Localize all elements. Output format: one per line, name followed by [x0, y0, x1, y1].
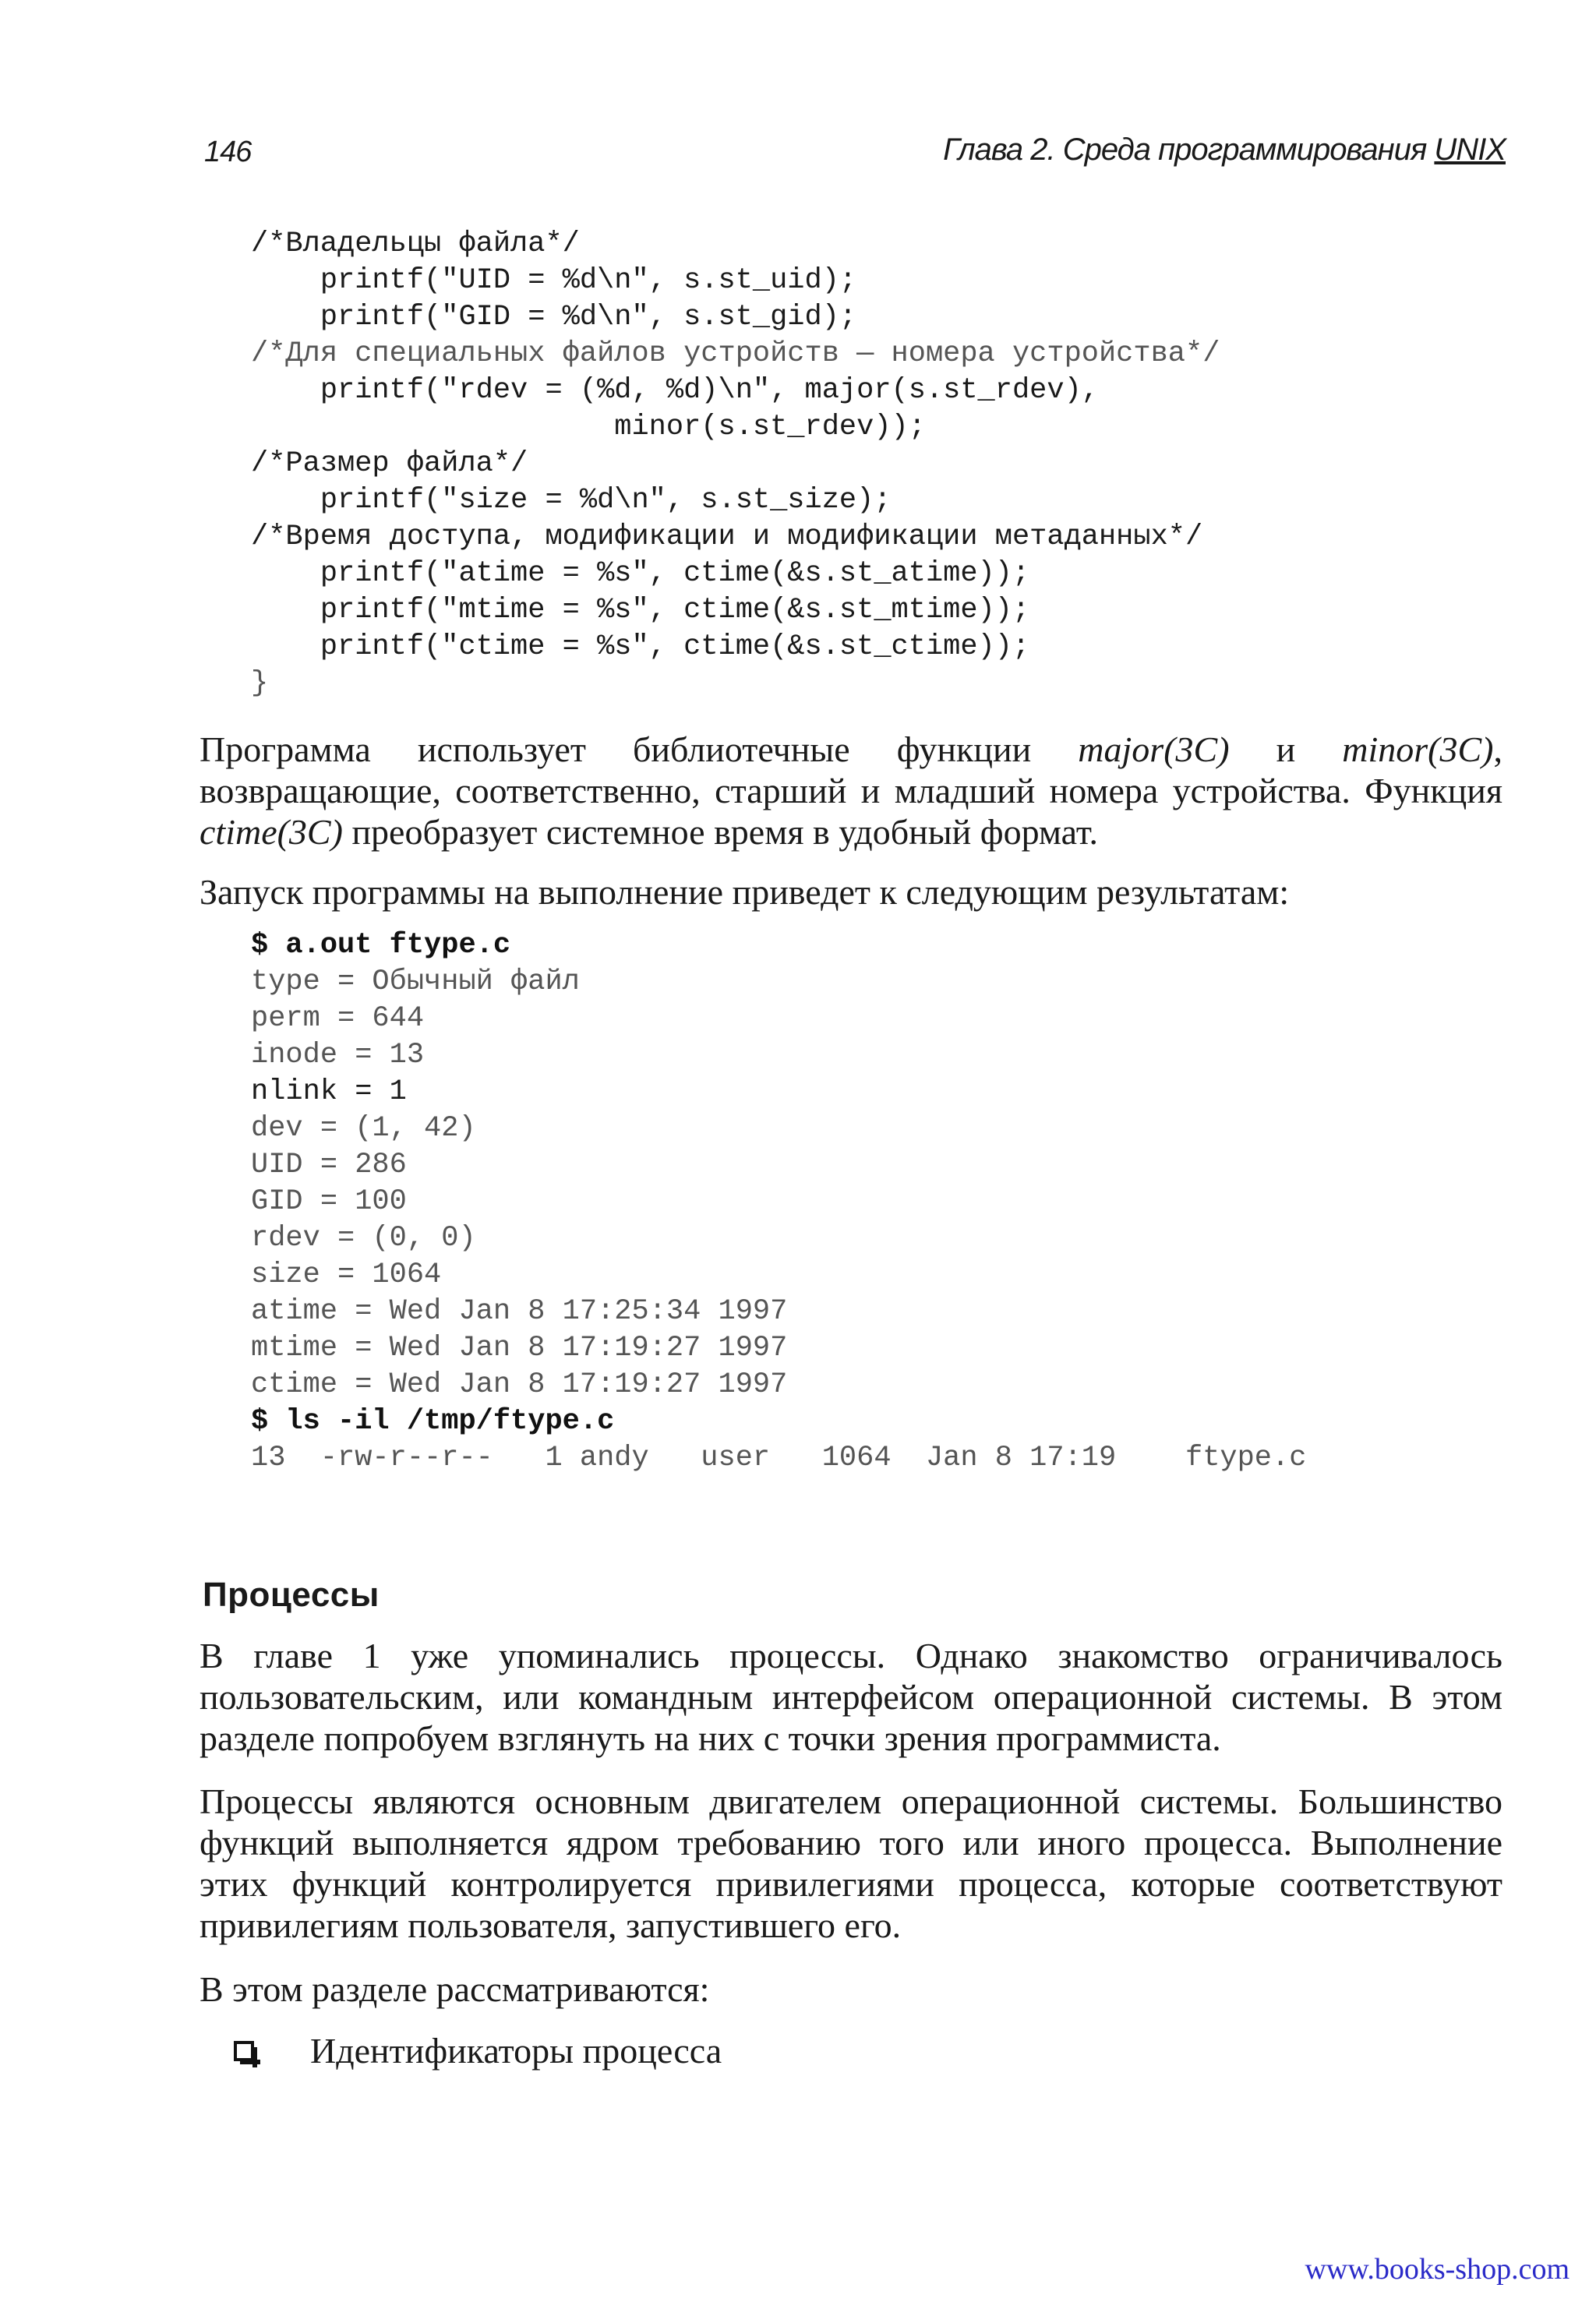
code-line: printf("UID = %d\n", s.st_uid);: [251, 264, 857, 297]
output-line: rdev = (0, 0): [251, 1222, 476, 1255]
paragraph-run-program: Запуск программы на выполнение приведет к следующим результатам:: [200, 872, 1290, 912]
footer-link[interactable]: www.books-shop.com: [1305, 2253, 1570, 2286]
checkbox-bullet-icon: [234, 2041, 254, 2061]
shell-command: $ ls -il /tmp/ftype.c: [251, 1405, 615, 1438]
code-line: printf("rdev = (%d, %d)\n", major(s.st_rdev),: [251, 374, 1099, 407]
output-line: nlink = 1: [251, 1075, 407, 1108]
paragraph-text: Программа использует библиотечные функции: [200, 729, 1079, 769]
section-heading: Процессы: [203, 1576, 380, 1614]
code-line: printf("atime = %s", ctime(&s.st_atime));: [251, 557, 1030, 590]
output-line: perm = 644: [251, 1002, 425, 1035]
output-line: mtime = Wed Jan 8 17:19:27 1997: [251, 1332, 788, 1365]
output-line: UID = 286: [251, 1149, 407, 1181]
chapter-title: Глава 2. Среда программирования: [943, 132, 1435, 167]
code-line: /*Владельцы файла*/: [251, 228, 580, 260]
output-line: type = Обычный файл: [251, 966, 580, 998]
code-line: /*Время доступа, модификации и модификации метаданных*/: [251, 521, 1203, 553]
output-line: 13 -rw-r--r-- 1 andy user 1064 Jan 8 17:19 ftype.c: [251, 1442, 1307, 1474]
output-line: atime = Wed Jan 8 17:25:34 1997: [251, 1295, 788, 1328]
output-line: GID = 100: [251, 1185, 407, 1218]
function-minor: minor(3C): [1342, 729, 1494, 769]
paragraph-processes-engine: Процессы являются основным двигателем операционной системы. Большинство функций выполняется ядром требованию того или иного процесса. Выполнение этих функций контролируется привилегиями процесса, которые соответствуют привилегиям пользователя, запустившего его.: [200, 1781, 1502, 1945]
paragraph-functions: [200, 729, 1502, 853]
paragraph-text: преобразует системное время в удобный формат.: [342, 812, 1099, 852]
code-line: }: [251, 667, 269, 700]
code-line: minor(s.st_rdev));: [251, 411, 926, 443]
code-line: printf("GID = %d\n", s.st_gid);: [251, 301, 857, 334]
code-line: printf("mtime = %s", ctime(&s.st_mtime));: [251, 594, 1030, 627]
paragraph-text: , возвращающие, соответственно, старший и младший номера устройства. Функция: [200, 729, 1502, 810]
running-header: [943, 132, 1506, 168]
code-line: printf("ctime = %s", ctime(&s.st_ctime));: [251, 630, 1030, 663]
code-listing: [251, 226, 1220, 702]
code-line: /*Размер файла*/: [251, 447, 528, 480]
output-line: dev = (1, 42): [251, 1112, 476, 1145]
code-line: /*Для специальных файлов устройств — номера устройства*/: [251, 337, 1220, 370]
paragraph-processes-intro: В главе 1 уже упоминались процессы. Однако знакомство ограничивалось пользовательским, или командным интерфейсом операционной системы. В этом разделе попробуем взглянуть на них с точки зрения программиста.: [200, 1636, 1502, 1758]
page-number: 146: [204, 136, 252, 168]
output-line: ctime = Wed Jan 8 17:19:27 1997: [251, 1368, 788, 1401]
list-item-text: Идентификаторы процесса: [310, 2031, 722, 2071]
function-ctime: ctime(3C): [200, 812, 343, 852]
paragraph-text: и: [1229, 729, 1343, 769]
output-line: size = 1064: [251, 1259, 442, 1291]
output-line: inode = 13: [251, 1039, 425, 1072]
code-line: printf("size = %d\n", s.st_size);: [251, 484, 892, 517]
function-major: major(3C): [1078, 729, 1230, 769]
shell-command: $ a.out ftype.c: [251, 929, 511, 962]
output-listing: [251, 927, 1306, 1477]
paragraph-considered: В этом разделе рассматриваются:: [200, 1969, 710, 2009]
chapter-title-unix: UNIX: [1434, 132, 1506, 167]
list-item: [234, 2030, 722, 2071]
